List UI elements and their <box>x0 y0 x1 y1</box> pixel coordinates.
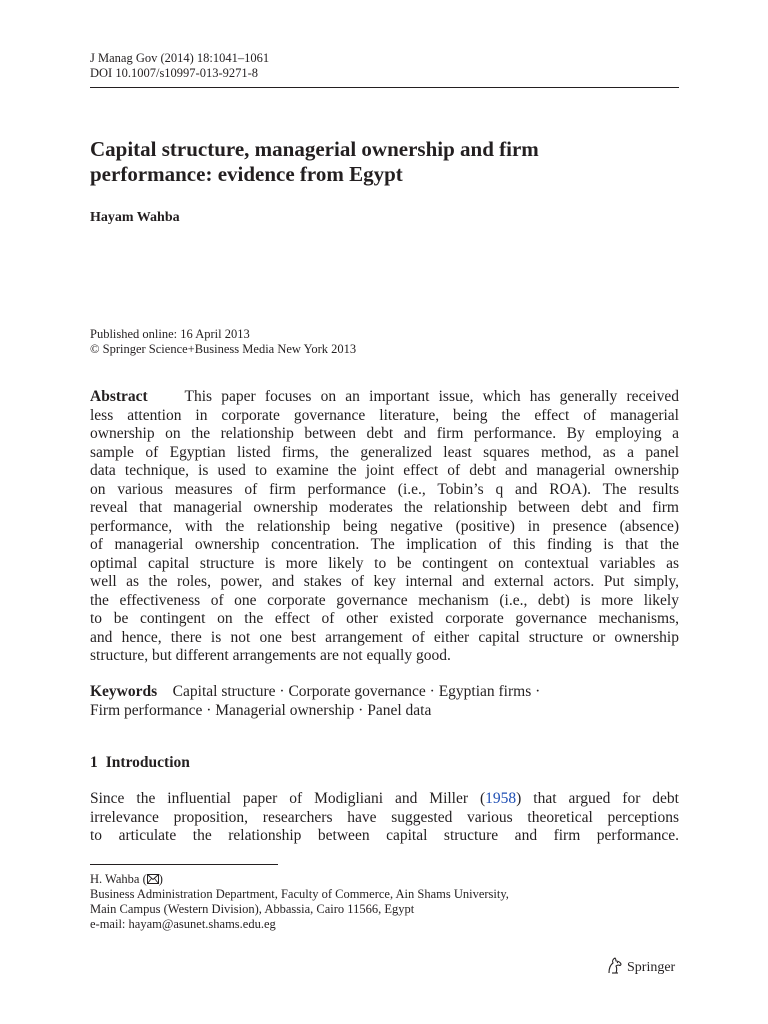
envelope-icon[interactable] <box>147 873 159 888</box>
section-heading <box>90 754 190 773</box>
title-line: performance: evidence from Egypt <box>90 162 403 186</box>
keyword: Egyptian firms <box>438 683 532 700</box>
abstract-line: optimal capital structure is more likely to be contingent on contextual variables as <box>90 554 679 572</box>
abstract-line: performance, with the relationship being negative (positive) in presence (absence) <box>90 517 679 535</box>
keywords-line <box>90 702 679 721</box>
citation-link[interactable]: 1958 <box>485 790 517 807</box>
abstract-line: data technique, is used to examine the joint effect of debt and managerial ownership <box>90 462 679 479</box>
abstract-line: the effectiveness of one corporate governance mechanism (i.e., debt) is more likely <box>90 591 679 609</box>
footnote-author <box>90 872 163 888</box>
journal-doi: DOI 10.1007/s10997-013-9271-8 <box>90 66 259 80</box>
footnote-name: H. Wahba ( <box>90 872 147 886</box>
keyword-separator: · <box>279 683 285 700</box>
keyword: Capital structure <box>172 683 276 700</box>
abstract-line: well as the roles, power, and stakes of key internal and external actors. Put simply, <box>90 573 679 590</box>
footnote-email[interactable]: e-mail: hayam@asunet.shams.edu.eg <box>90 917 276 931</box>
footnote-name-close: ) <box>158 872 163 886</box>
keyword-separator: · <box>206 701 212 719</box>
title-line: Capital structure, managerial ownership and firm <box>90 137 539 161</box>
footnote-affiliation: Main Campus (Western Division), Abbassia, Cairo 11566, Egypt <box>90 902 415 916</box>
section-title: Introduction <box>105 754 190 771</box>
keyword-separator: · <box>358 701 364 719</box>
section-number: 1 <box>90 754 98 771</box>
journal-citation: J Manag Gov (2014) 18:1041–1061 <box>90 51 270 65</box>
intro-text: ) that argued for debt <box>516 790 679 807</box>
abstract-line: and hence, there is not one best arrangement of either capital structure or ownership <box>90 628 679 646</box>
paper-title <box>90 137 679 187</box>
abstract-line: less attention in corporate governance literature, being the effect of managerial <box>90 406 679 424</box>
keyword: Managerial ownership <box>215 701 355 719</box>
header-rule <box>90 87 679 88</box>
keyword: Panel data <box>367 701 432 719</box>
abstract-line: reveal that managerial ownership moderates the relationship between debt and firm <box>90 499 679 516</box>
abstract-line: of managerial ownership concentration. The implication of this finding is that the <box>90 536 679 553</box>
abstract-line: on various measures of firm performance (i.e., Tobin’s q and ROA). The results <box>90 480 679 498</box>
springer-logo <box>606 958 675 978</box>
abstract-line: structure, but different arrangements are not equally good. <box>90 647 451 664</box>
keyword: Firm performance <box>90 701 203 719</box>
author-name: Hayam Wahba <box>90 210 180 225</box>
keywords-label: Keywords <box>90 683 158 700</box>
abstract-label: Abstract <box>90 388 148 405</box>
keyword-separator: · <box>429 683 435 700</box>
intro-line: irrelevance proposition, researchers have suggested various theoretical perceptions <box>90 808 679 826</box>
keyword-separator: · <box>535 683 541 700</box>
footnote-affiliation: Business Administration Department, Faculty of Commerce, Ain Shams University, <box>90 887 509 901</box>
intro-text: Since the influential paper of Modigliani and Miller ( <box>90 790 486 807</box>
keyword: Corporate governance <box>288 683 426 700</box>
intro-line: to articulate the relationship between capital structure and firm performance. <box>90 827 679 844</box>
copyright-line: © Springer Science+Business Media New York 2013 <box>90 342 357 356</box>
intro-line <box>90 790 679 809</box>
abstract-line: sample of Egyptian listed firms, the generalized least squares method, as a panel <box>90 443 679 461</box>
published-date: Published online: 16 April 2013 <box>90 327 250 341</box>
abstract-text: This paper focuses on an important issue, which has generally received <box>184 388 679 405</box>
abstract-line: ownership on the relationship between debt and firm performance. By employing a <box>90 425 679 442</box>
springer-horse-icon <box>606 957 623 980</box>
abstract-line <box>90 388 679 407</box>
footnote-rule <box>90 864 278 865</box>
keywords-line <box>90 683 679 702</box>
springer-label: Springer <box>627 960 676 975</box>
abstract-line: to be contingent on the effect of other existed corporate governance mechanisms, <box>90 610 679 627</box>
